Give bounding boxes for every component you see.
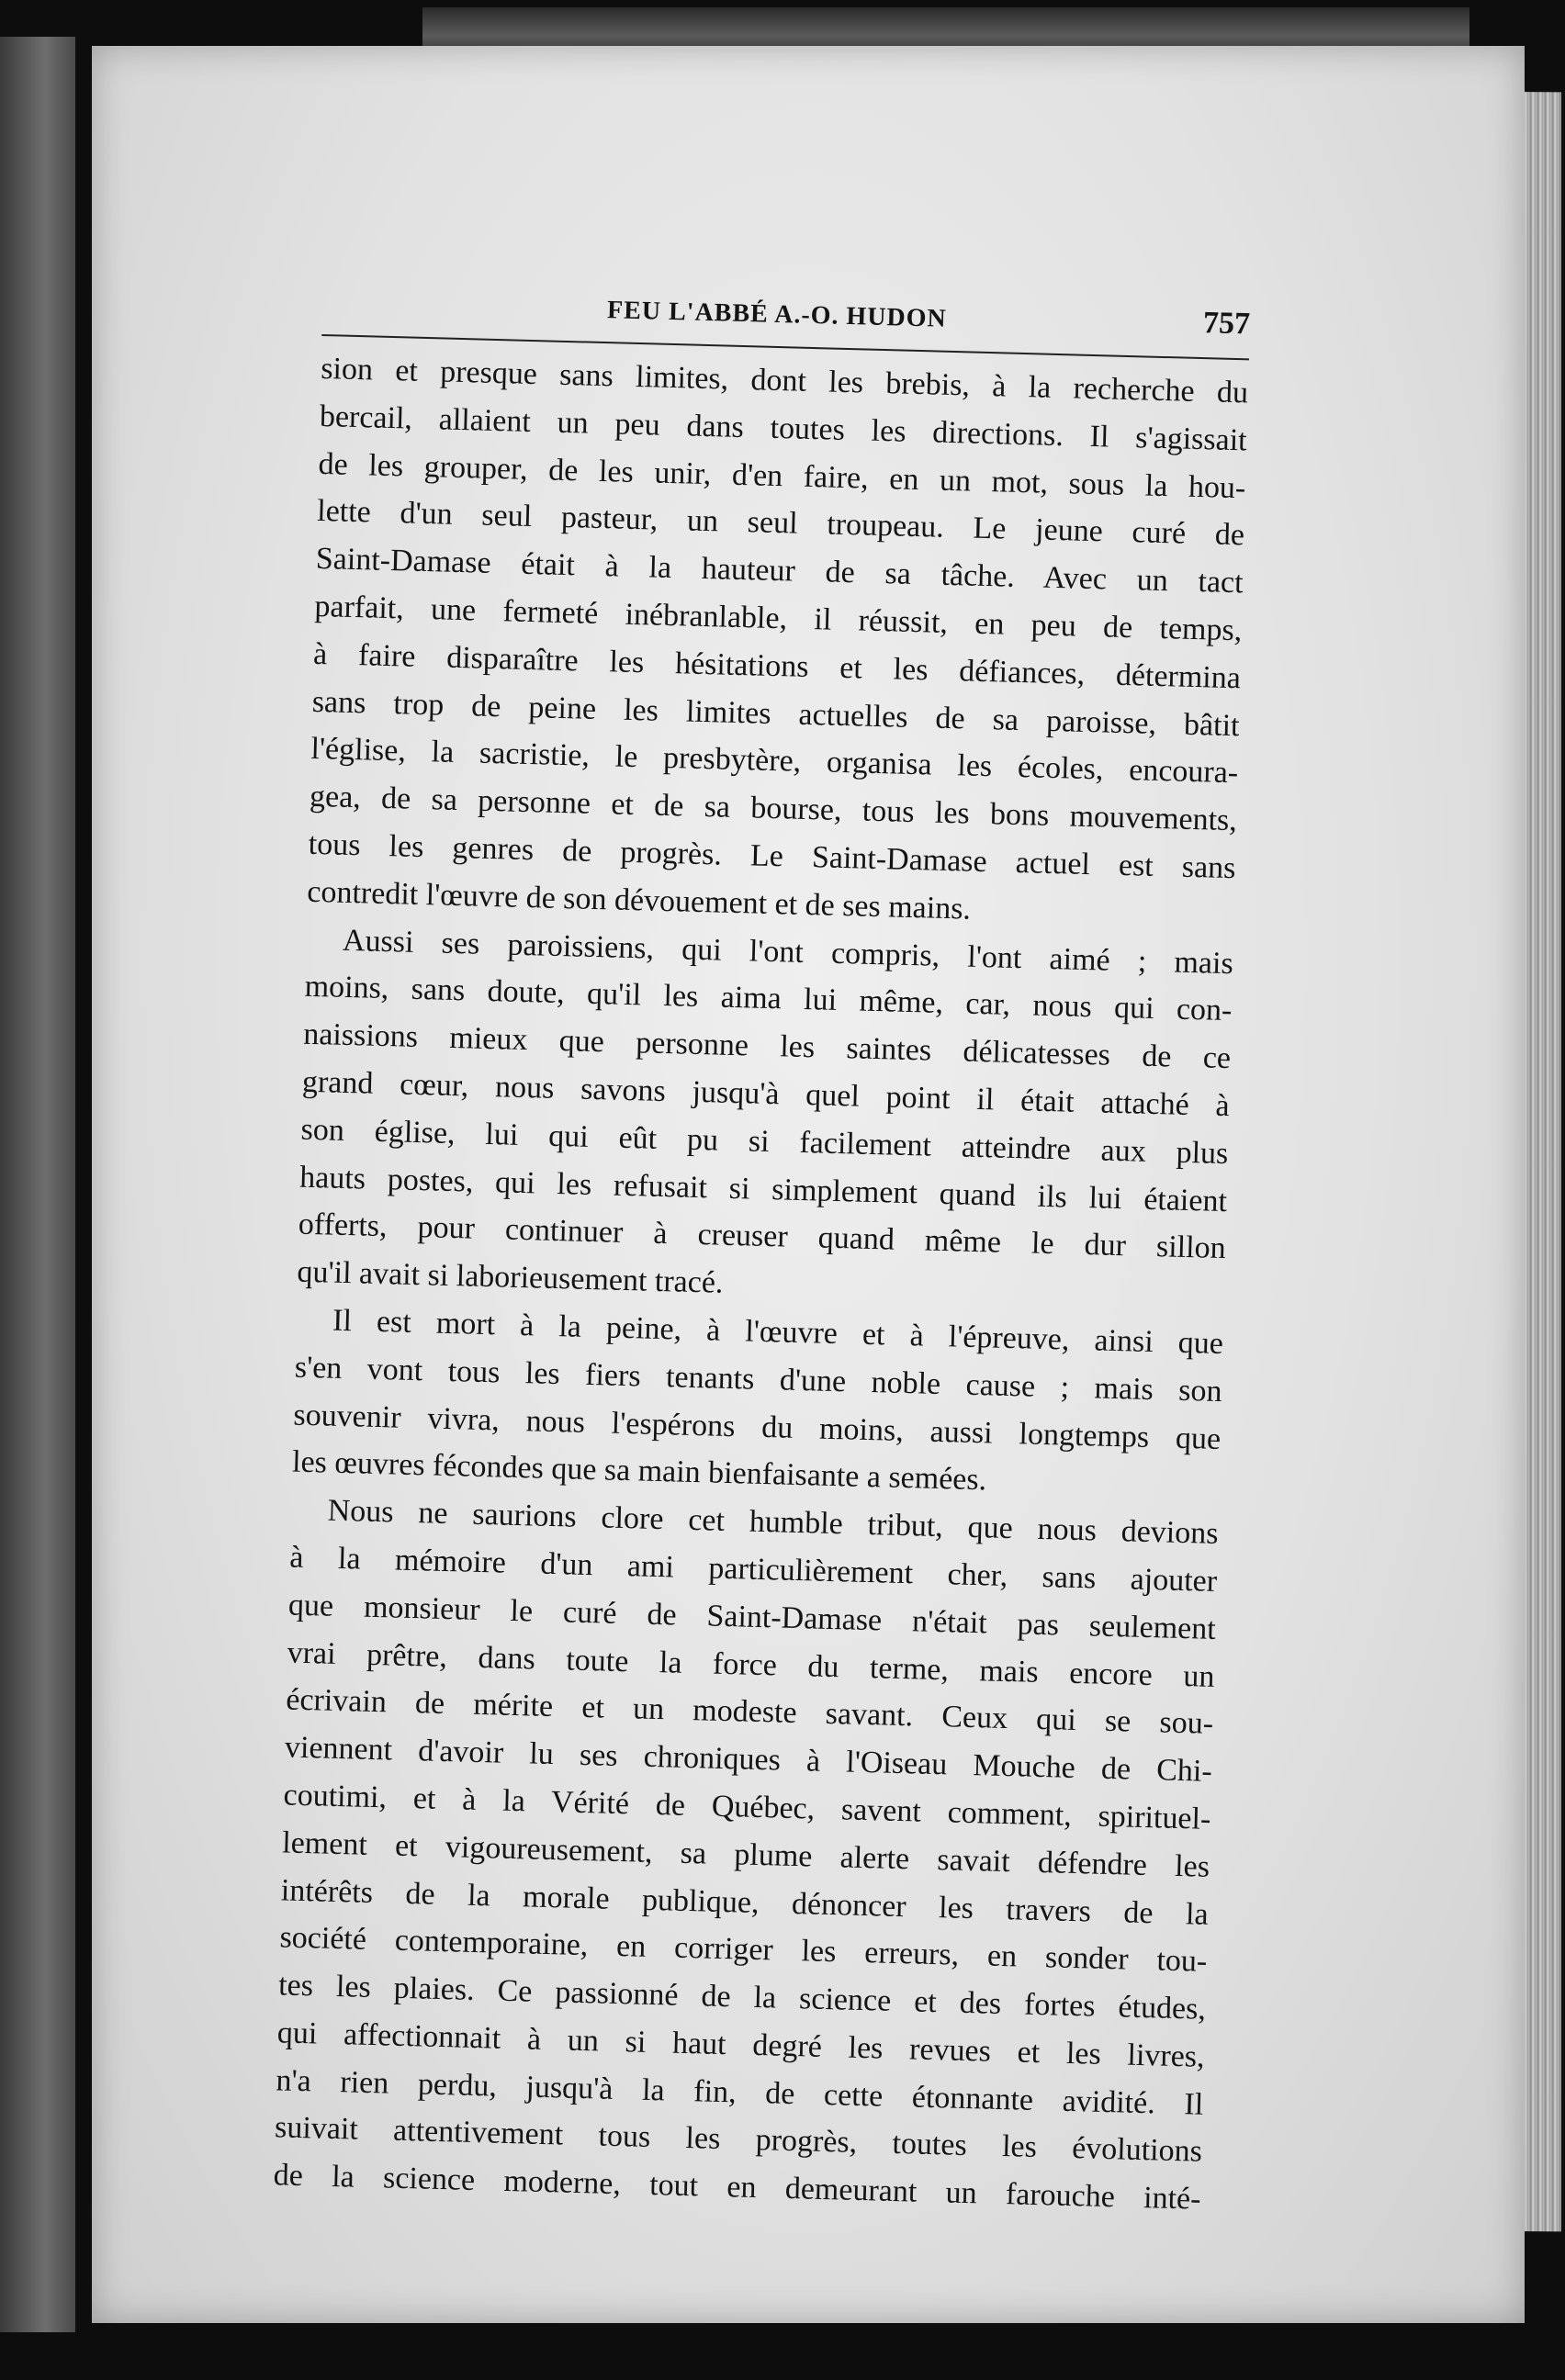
page-number: 757: [1202, 306, 1251, 342]
running-title: FEU L'ABBÉ A.-O. HUDON: [606, 296, 948, 333]
text-line: l'église, la sacristie, le presbytère, organisa les écoles, encoura-: [310, 732, 1239, 791]
text-line: Saint-Damase était à la hauteur de sa tâche. Avec un tact: [315, 542, 1244, 601]
adjacent-page-edge: [0, 37, 75, 2332]
text-line: contredit l'œuvre de son dévouement et de ses mains.: [306, 874, 972, 926]
text-line: sans trop de peine les limites actuelles de sa paroisse, bâtit: [311, 684, 1240, 743]
text-line: à la mémoire d'un ami particulièrement cher, sans ajouter: [288, 1540, 1218, 1599]
text-line: qui affectionnait à un si haut degré les revues et les livres,: [276, 2015, 1206, 2074]
text-line: souvenir vivra, nous l'espérons du moins, aussi longtemps que: [293, 1398, 1222, 1456]
text-line: sion et presque sans limites, dont les brebis, à la recherche du: [320, 351, 1249, 410]
text-line: coutimi, et à la Vérité de Québec, savent comment, spirituel-: [283, 1778, 1211, 1836]
text-line: grand cœur, nous savons jusqu'à quel point il était attaché à: [301, 1064, 1231, 1124]
text-line: Nous ne saurions clore cet humble tribut, que nous devions: [327, 1493, 1219, 1552]
text-line: gea, de sa personne et de sa bourse, tous les bons mouvements,: [309, 779, 1238, 838]
text-line: viennent d'avoir lu ses chroniques à l'Oiseau Mouche de Chi-: [284, 1730, 1213, 1789]
text-line: Aussi ses paroissiens, qui l'ont compris, l'ont aimé ; mais: [342, 923, 1234, 981]
text-line: moins, sans doute, qu'il les aima lui même, car, nous qui con-: [304, 970, 1233, 1028]
text-line: s'en vont tous les fiers tenants d'une noble cause ; mais son: [294, 1350, 1223, 1409]
text-line: société contemporaine, en corriger les erreurs, en sonder tou-: [279, 1920, 1208, 1980]
text-line: vrai prêtre, dans toute la force du terme, mais encore un: [287, 1635, 1215, 1694]
text-line: les œuvres fécondes que sa main bienfaisante a semées.: [291, 1444, 987, 1498]
text-line: tes les plaies. Ce passionné de la science et des fortes études,: [277, 1968, 1207, 2026]
text-line: suivait attentivement tous les progrès, toutes les évolutions: [274, 2110, 1203, 2170]
text-line: intérêts de la morale publique, dénoncer les travers de la: [280, 1872, 1210, 1932]
text-line: tous les genres de progrès. Le Saint-Damase actuel est sans: [308, 826, 1236, 886]
text-line: parfait, une fermeté inébranlable, il réussit, en peu de temps,: [314, 589, 1243, 648]
text-line: Il est mort à la peine, à l'œuvre et à l'épreuve, ainsi que: [332, 1303, 1224, 1361]
text-line: lement et vigoureusement, sa plume alerte savait défendre les: [281, 1825, 1210, 1884]
text-line: naissions mieux que personne les saintes délicatesses de ce: [302, 1016, 1232, 1076]
text-line: hauts postes, qui les refusait si simplement quand ils lui étaient: [298, 1160, 1228, 1218]
text-line: de les grouper, de les unir, d'en faire, en un mot, sous la hou-: [318, 446, 1246, 505]
text-line: offerts, pour continuer à creuser quand même le dur sillon: [298, 1207, 1227, 1266]
text-line: écrivain de mérite et un modeste savant. Ceux qui se sou-: [285, 1682, 1214, 1742]
text-line: de la science moderne, tout en demeurant un farouche inté-: [273, 2158, 1201, 2217]
text-line: bercail, allaient un peu dans toutes les directions. Il s'agissait: [319, 399, 1248, 458]
text-block: [273, 275, 1251, 2224]
text-line: à faire disparaître les hésitations et les défiances, détermina: [312, 636, 1242, 696]
text-line: n'a rien perdu, jusqu'à la fin, de cette étonnante avidité. Il: [276, 2063, 1204, 2122]
text-line: son église, lui qui eût pu si facilement atteindre aux plus: [300, 1112, 1229, 1171]
text-line: que monsieur le curé de Saint-Damase n'était pas seulement: [287, 1588, 1217, 1646]
text-line: lette d'un seul pasteur, un seul troupeau. Le jeune curé de: [316, 494, 1245, 553]
text-line: qu'il avait si laborieusement tracé.: [297, 1254, 724, 1300]
